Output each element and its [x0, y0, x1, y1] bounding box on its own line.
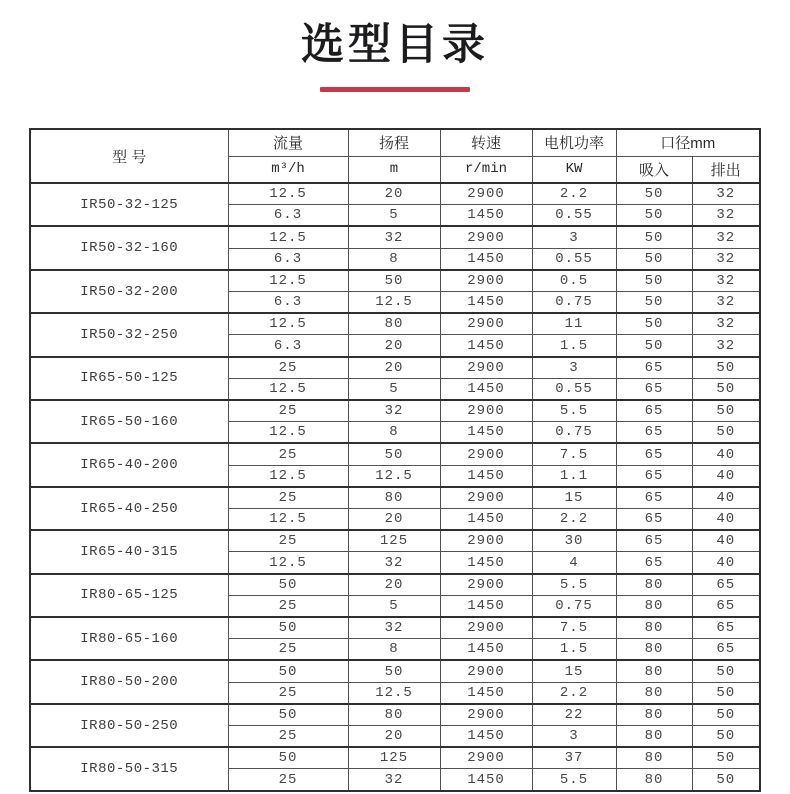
value-cell: 80 [616, 769, 692, 791]
value-cell: 2900 [440, 487, 532, 509]
value-cell: 1450 [440, 292, 532, 314]
value-cell: 32 [692, 313, 760, 335]
value-cell: 0.55 [532, 378, 616, 400]
value-cell: 65 [616, 422, 692, 444]
value-cell: 40 [692, 509, 760, 531]
value-cell: 0.75 [532, 595, 616, 617]
value-cell: 3 [532, 357, 616, 379]
value-cell: 5.5 [532, 574, 616, 596]
value-cell: 22 [532, 704, 616, 726]
value-cell: 50 [616, 183, 692, 205]
value-cell: 2.2 [532, 682, 616, 704]
value-cell: 50 [228, 747, 348, 769]
value-cell: 3 [532, 726, 616, 748]
table-row [30, 530, 760, 552]
value-cell: 2900 [440, 313, 532, 335]
value-cell: 50 [616, 226, 692, 248]
model-cell: IR50-32-250 [30, 313, 228, 356]
value-cell: 30 [532, 530, 616, 552]
value-cell: 20 [348, 335, 440, 357]
header-diameter: 口径mm [616, 129, 760, 156]
value-cell: 0.55 [532, 205, 616, 227]
value-cell: 12.5 [228, 183, 348, 205]
value-cell: 50 [616, 205, 692, 227]
value-cell: 25 [228, 400, 348, 422]
model-cell: IR80-50-200 [30, 660, 228, 703]
value-cell: 50 [616, 270, 692, 292]
title-underline-accent [320, 87, 470, 92]
value-cell: 7.5 [532, 443, 616, 465]
value-cell: 5.5 [532, 400, 616, 422]
value-cell: 2900 [440, 747, 532, 769]
table-row [30, 747, 760, 769]
value-cell: 1450 [440, 335, 532, 357]
page-title: 选型目录 [301, 21, 489, 69]
value-cell: 2.2 [532, 509, 616, 531]
model-cell: IR65-40-315 [30, 530, 228, 573]
value-cell: 50 [228, 660, 348, 682]
value-cell: 1450 [440, 595, 532, 617]
value-cell: 2900 [440, 270, 532, 292]
value-cell: 8 [348, 639, 440, 661]
value-cell: 40 [692, 487, 760, 509]
value-cell: 15 [532, 487, 616, 509]
value-cell: 40 [692, 465, 760, 487]
value-cell: 12.5 [228, 552, 348, 574]
value-cell: 50 [228, 617, 348, 639]
value-cell: 125 [348, 530, 440, 552]
value-cell: 12.5 [348, 465, 440, 487]
value-cell: 25 [228, 726, 348, 748]
header-speed-unit: r/min [440, 156, 532, 183]
value-cell: 6.3 [228, 248, 348, 270]
value-cell: 12.5 [228, 509, 348, 531]
table-row [30, 443, 760, 465]
value-cell: 50 [616, 313, 692, 335]
header-power-unit: KW [532, 156, 616, 183]
model-cell: IR80-50-315 [30, 747, 228, 791]
header-model: 型 号 [30, 129, 228, 183]
value-cell: 2.2 [532, 183, 616, 205]
value-cell: 65 [616, 465, 692, 487]
value-cell: 2900 [440, 660, 532, 682]
value-cell: 32 [692, 226, 760, 248]
value-cell: 8 [348, 422, 440, 444]
value-cell: 12.5 [228, 465, 348, 487]
model-cell: IR50-32-200 [30, 270, 228, 313]
table-row [30, 400, 760, 422]
value-cell: 32 [348, 400, 440, 422]
value-cell: 12.5 [348, 682, 440, 704]
value-cell: 15 [532, 660, 616, 682]
value-cell: 50 [692, 747, 760, 769]
value-cell: 50 [348, 270, 440, 292]
value-cell: 1.5 [532, 335, 616, 357]
value-cell: 50 [616, 335, 692, 357]
value-cell: 80 [616, 726, 692, 748]
value-cell: 50 [692, 682, 760, 704]
header-head: 扬程 [348, 129, 440, 156]
value-cell: 2900 [440, 400, 532, 422]
value-cell: 32 [692, 248, 760, 270]
value-cell: 20 [348, 726, 440, 748]
model-cell: IR65-50-125 [30, 357, 228, 400]
value-cell: 80 [616, 617, 692, 639]
value-cell: 2900 [440, 574, 532, 596]
value-cell: 6.3 [228, 335, 348, 357]
value-cell: 50 [692, 769, 760, 791]
model-cell: IR50-32-125 [30, 183, 228, 226]
value-cell: 65 [616, 443, 692, 465]
value-cell: 65 [692, 617, 760, 639]
value-cell: 0.5 [532, 270, 616, 292]
value-cell: 32 [692, 292, 760, 314]
value-cell: 25 [228, 443, 348, 465]
value-cell: 20 [348, 509, 440, 531]
table-row [30, 357, 760, 379]
value-cell: 32 [348, 552, 440, 574]
table-row [30, 660, 760, 682]
value-cell: 12.5 [228, 422, 348, 444]
value-cell: 0.75 [532, 292, 616, 314]
value-cell: 1450 [440, 248, 532, 270]
value-cell: 50 [692, 422, 760, 444]
value-cell: 20 [348, 183, 440, 205]
header-suction: 吸入 [616, 156, 692, 183]
value-cell: 25 [228, 682, 348, 704]
value-cell: 50 [692, 726, 760, 748]
table-row [30, 617, 760, 639]
value-cell: 2900 [440, 226, 532, 248]
model-cell: IR50-32-160 [30, 226, 228, 269]
value-cell: 65 [616, 357, 692, 379]
value-cell: 32 [692, 335, 760, 357]
header-row-1 [30, 129, 760, 156]
header-flow: 流量 [228, 129, 348, 156]
header-head-unit: m [348, 156, 440, 183]
value-cell: 0.75 [532, 422, 616, 444]
value-cell: 25 [228, 595, 348, 617]
value-cell: 25 [228, 487, 348, 509]
value-cell: 25 [228, 639, 348, 661]
value-cell: 80 [348, 704, 440, 726]
table-row [30, 313, 760, 335]
value-cell: 1450 [440, 639, 532, 661]
value-cell: 6.3 [228, 205, 348, 227]
value-cell: 1450 [440, 422, 532, 444]
value-cell: 37 [532, 747, 616, 769]
table-row [30, 574, 760, 596]
value-cell: 65 [616, 487, 692, 509]
value-cell: 65 [616, 509, 692, 531]
value-cell: 50 [692, 378, 760, 400]
value-cell: 2900 [440, 443, 532, 465]
value-cell: 65 [616, 552, 692, 574]
value-cell: 80 [348, 487, 440, 509]
value-cell: 20 [348, 574, 440, 596]
value-cell: 5 [348, 205, 440, 227]
value-cell: 40 [692, 552, 760, 574]
value-cell: 65 [692, 595, 760, 617]
value-cell: 1450 [440, 769, 532, 791]
value-cell: 80 [616, 574, 692, 596]
value-cell: 1450 [440, 465, 532, 487]
value-cell: 3 [532, 226, 616, 248]
value-cell: 12.5 [228, 226, 348, 248]
value-cell: 50 [228, 574, 348, 596]
table-row [30, 487, 760, 509]
value-cell: 65 [692, 574, 760, 596]
value-cell: 5.5 [532, 769, 616, 791]
value-cell: 5 [348, 378, 440, 400]
value-cell: 25 [228, 357, 348, 379]
value-cell: 40 [692, 530, 760, 552]
value-cell: 50 [616, 248, 692, 270]
value-cell: 5 [348, 595, 440, 617]
value-cell: 1450 [440, 509, 532, 531]
value-cell: 4 [532, 552, 616, 574]
header-flow-unit: m³/h [228, 156, 348, 183]
value-cell: 50 [692, 400, 760, 422]
value-cell: 2900 [440, 183, 532, 205]
value-cell: 20 [348, 357, 440, 379]
value-cell: 65 [616, 530, 692, 552]
value-cell: 12.5 [348, 292, 440, 314]
value-cell: 12.5 [228, 270, 348, 292]
table-row [30, 183, 760, 205]
value-cell: 1450 [440, 682, 532, 704]
header-power: 电机功率 [532, 129, 616, 156]
value-cell: 125 [348, 747, 440, 769]
value-cell: 32 [348, 617, 440, 639]
value-cell: 2900 [440, 357, 532, 379]
table-header [30, 129, 760, 183]
value-cell: 12.5 [228, 378, 348, 400]
value-cell: 2900 [440, 617, 532, 639]
value-cell: 1450 [440, 378, 532, 400]
model-cell: IR80-50-250 [30, 704, 228, 747]
value-cell: 80 [616, 704, 692, 726]
value-cell: 80 [616, 595, 692, 617]
value-cell: 25 [228, 769, 348, 791]
value-cell: 1450 [440, 552, 532, 574]
value-cell: 0.55 [532, 248, 616, 270]
value-cell: 1.1 [532, 465, 616, 487]
value-cell: 32 [348, 226, 440, 248]
value-cell: 1450 [440, 726, 532, 748]
value-cell: 40 [692, 443, 760, 465]
value-cell: 11 [532, 313, 616, 335]
header-speed: 转速 [440, 129, 532, 156]
value-cell: 1450 [440, 205, 532, 227]
value-cell: 6.3 [228, 292, 348, 314]
table-row [30, 226, 760, 248]
value-cell: 50 [692, 660, 760, 682]
model-cell: IR80-65-125 [30, 574, 228, 617]
table-row [30, 704, 760, 726]
value-cell: 65 [616, 400, 692, 422]
value-cell: 65 [616, 378, 692, 400]
header-discharge: 排出 [692, 156, 760, 183]
value-cell: 7.5 [532, 617, 616, 639]
value-cell: 32 [692, 270, 760, 292]
model-cell: IR65-50-160 [30, 400, 228, 443]
value-cell: 80 [616, 682, 692, 704]
value-cell: 50 [348, 660, 440, 682]
value-cell: 2900 [440, 704, 532, 726]
value-cell: 50 [616, 292, 692, 314]
model-cell: IR65-40-250 [30, 487, 228, 530]
value-cell: 32 [692, 183, 760, 205]
value-cell: 32 [692, 205, 760, 227]
model-cell: IR65-40-200 [30, 443, 228, 486]
value-cell: 50 [228, 704, 348, 726]
selection-table [29, 128, 761, 792]
value-cell: 80 [616, 660, 692, 682]
value-cell: 80 [348, 313, 440, 335]
value-cell: 80 [616, 639, 692, 661]
value-cell: 80 [616, 747, 692, 769]
value-cell: 50 [348, 443, 440, 465]
value-cell: 1.5 [532, 639, 616, 661]
value-cell: 12.5 [228, 313, 348, 335]
table-body [30, 183, 760, 791]
value-cell: 50 [692, 704, 760, 726]
table-row [30, 270, 760, 292]
model-cell: IR80-65-160 [30, 617, 228, 660]
value-cell: 50 [692, 357, 760, 379]
value-cell: 25 [228, 530, 348, 552]
value-cell: 65 [692, 639, 760, 661]
value-cell: 32 [348, 769, 440, 791]
value-cell: 2900 [440, 530, 532, 552]
value-cell: 8 [348, 248, 440, 270]
